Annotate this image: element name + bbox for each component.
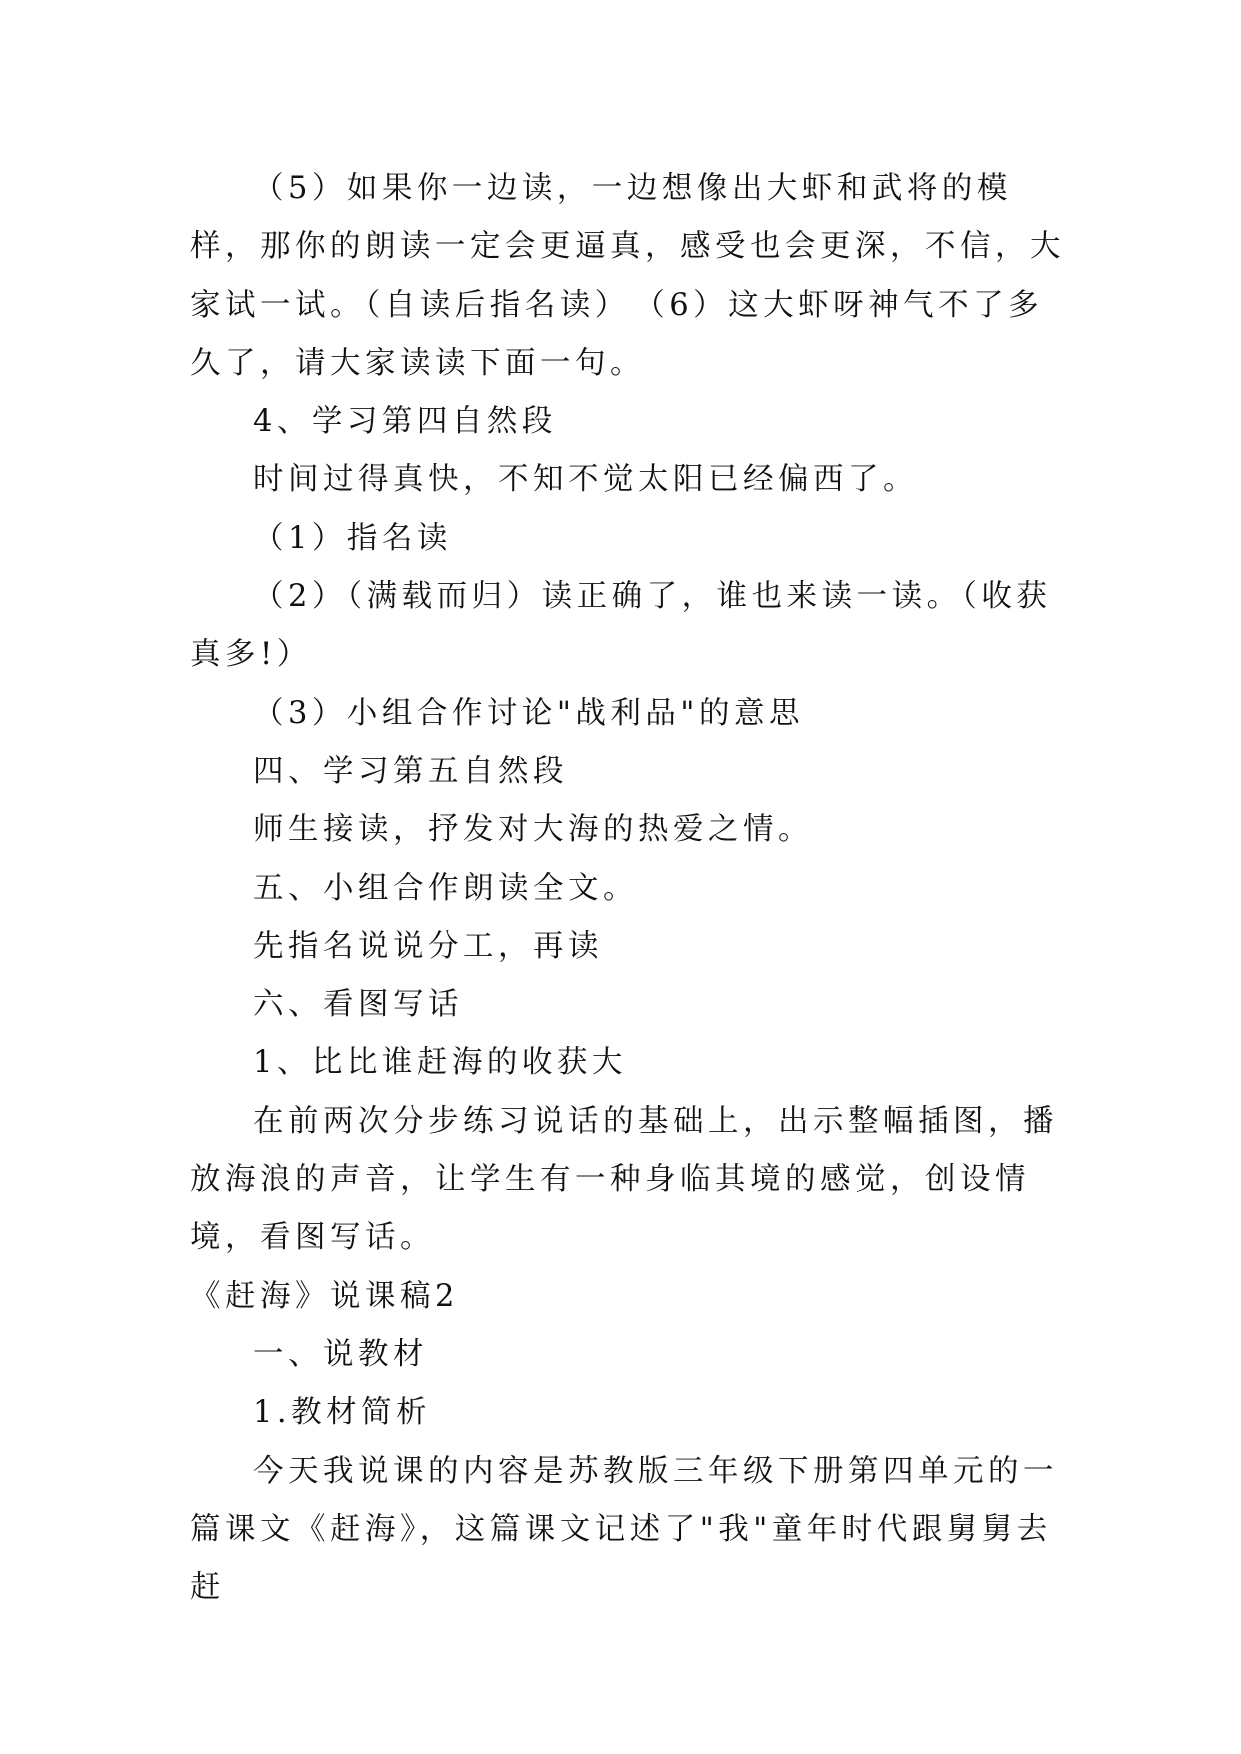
list-item-3: （3）小组合作讨论"战利品"的意思 <box>253 695 804 731</box>
heading-section-5: 五、小组合作朗读全文。 <box>253 870 638 906</box>
heading-section-4: 四、学习第五自然段 <box>253 753 568 789</box>
heading-study-paragraph-4: 4、学习第四自然段 <box>253 404 557 440</box>
document-title-2: 《赶海》说课稿2 <box>190 1278 459 1314</box>
paragraph-picture-writing: 在前两次分步练习说话的基础上，出示整幅插图，播放海浪的声音，让学生有一种身临其境的感觉，创设情境，看图写话。 <box>190 1103 1058 1256</box>
heading-section-6: 六、看图写话 <box>253 987 463 1023</box>
heading-textbook: 一、说教材 <box>253 1336 428 1372</box>
paragraph-division-of-work: 先指名说说分工，再读 <box>253 928 603 964</box>
paragraph-reading-5-6: （5）如果你一边读，一边想像出大虾和武将的模样，那你的朗读一定会更逼真，感受也会更深，不信，大家试一试。（自读后指名读） （6）这大虾呀神气不了多久了，请大家读读下面一句。 <box>190 171 1065 381</box>
paragraph-lesson-content: 今天我说课的内容是苏教版三年级下册第四单元的一篇课文《赶海》，这篇课文记述了"我"童年时代跟舅舅去赶 <box>190 1453 1058 1606</box>
list-item-2: （2）（满载而归）读正确了，谁也来读一读。（收获真多!） <box>190 579 1052 673</box>
subheading-textbook-analysis: 1.教材简析 <box>253 1395 432 1431</box>
document-body <box>190 160 1070 1617</box>
paragraph-time-passes: 时间过得真快，不知不觉太阳已经偏西了。 <box>253 462 918 498</box>
paragraph-teacher-student-reading: 师生接读，抒发对大海的热爱之情。 <box>253 812 813 848</box>
list-item-1: （1）指名读 <box>253 520 452 556</box>
subheading-compare-harvest: 1、比比谁赶海的收获大 <box>253 1045 627 1081</box>
